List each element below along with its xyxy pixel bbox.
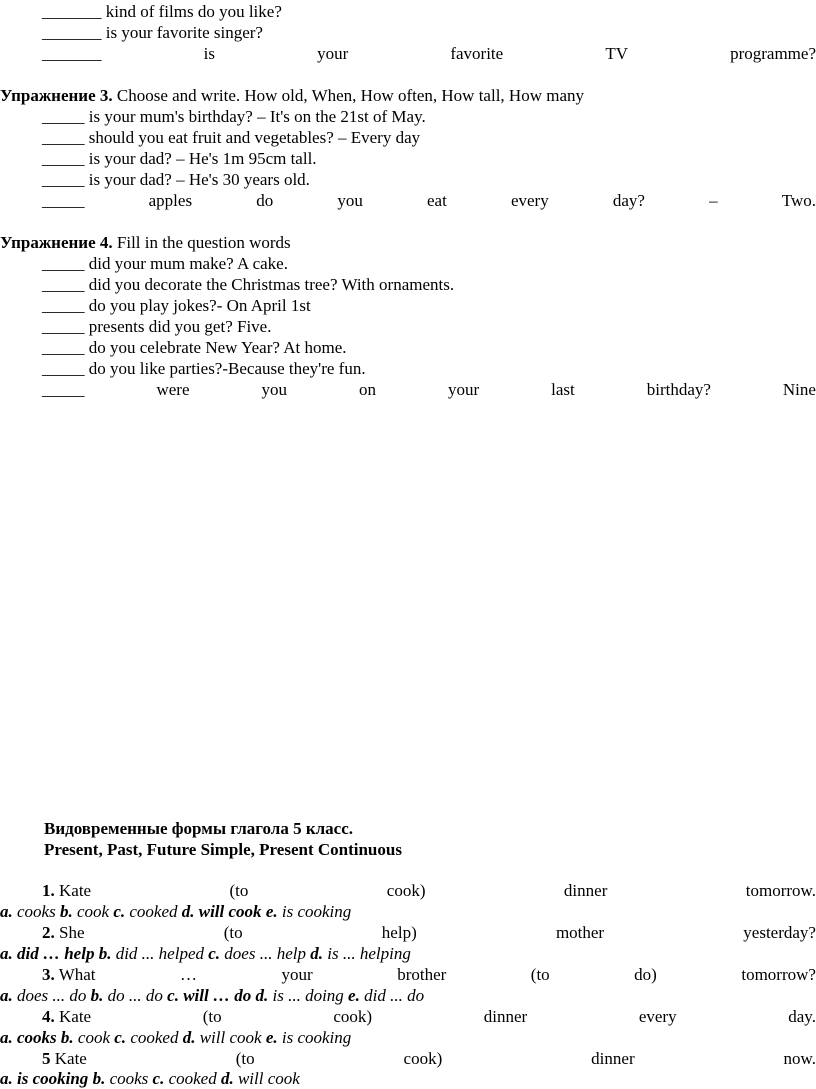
option-text-correct: will cook — [194, 902, 266, 921]
option-letter: b. — [90, 986, 104, 1005]
option-text: cooks — [105, 1069, 153, 1088]
option-letter: d. — [255, 986, 269, 1005]
word: cook) — [403, 1049, 443, 1068]
ex3-instruction: Choose and write. How old, When, How often, How tall, How many — [112, 86, 585, 105]
option-text: cook — [72, 902, 114, 921]
word: now. — [783, 1049, 816, 1068]
word: _____ — [42, 380, 85, 399]
ex4-line-6: _____ do you like parties?-Because they're fun. — [42, 359, 366, 378]
word: yesterday? — [743, 923, 816, 942]
ex4-line-3: _____ do you play jokes?- On April 1st — [42, 296, 311, 315]
word: (to — [235, 1049, 255, 1068]
word: programme? — [730, 44, 816, 63]
word: dinner — [483, 1007, 528, 1026]
word: (to — [202, 1007, 222, 1026]
ex4-line-7 — [42, 379, 816, 400]
word: every — [638, 1007, 677, 1026]
word: help) — [381, 923, 417, 942]
ex3-line-1: _____ is your mum's birthday? – It's on the 21st of May. — [42, 107, 426, 126]
option-letter: c. — [113, 902, 126, 921]
test-subtitle: Present, Past, Future Simple, Present Continuous — [44, 840, 402, 859]
option-text: did ... helped — [111, 944, 209, 963]
word: day. — [788, 1007, 816, 1026]
option-text: does ... help — [220, 944, 311, 963]
word: you — [261, 380, 287, 399]
option-text: is ... doing — [268, 986, 349, 1005]
word: _______ — [42, 44, 102, 63]
option-letter: e. — [265, 902, 278, 921]
ex4-line-1: _____ did your mum make? A cake. — [42, 254, 288, 273]
q2-line — [42, 922, 816, 943]
q1-options — [0, 901, 816, 922]
option-text: is cooking — [277, 1028, 352, 1047]
option-text: will cook — [195, 1028, 266, 1047]
ex3-line-3: _____ is your dad? – He's 1m 95cm tall. — [42, 149, 317, 168]
option-letter: a. — [0, 1028, 13, 1047]
q4-line — [42, 1006, 816, 1027]
option-text: cooked — [125, 902, 182, 921]
q5-line — [42, 1048, 816, 1069]
option-letter: c. — [114, 1028, 127, 1047]
q4-options — [0, 1027, 816, 1048]
ex3-line-4: _____ is your dad? – He's 30 years old. — [42, 170, 310, 189]
option-letter: d. — [181, 902, 195, 921]
word: mother — [555, 923, 605, 942]
option-text: did ... do — [359, 986, 425, 1005]
option-letter: b. — [98, 944, 112, 963]
option-letter: a. — [0, 986, 13, 1005]
word: brother — [397, 965, 447, 984]
ex2-line-2: _______ is your favorite singer? — [42, 23, 263, 42]
q3-options — [0, 985, 816, 1006]
ex4-heading — [0, 232, 816, 253]
word: Kate — [50, 1049, 87, 1068]
option-letter: c. — [167, 986, 179, 1005]
ex4-line-5: _____ do you celebrate New Year? At home. — [42, 338, 347, 357]
word: is — [203, 44, 215, 63]
question-number-and-word — [42, 880, 91, 901]
q3-line — [42, 964, 816, 985]
test-title: Видовременные формы глагола 5 класс. — [44, 819, 354, 838]
ex4-line-4: _____ presents did you get? Five. — [42, 317, 272, 336]
q1-line — [42, 880, 816, 901]
word: dinner — [591, 1049, 635, 1068]
word: your — [317, 44, 349, 63]
word: dinner — [563, 881, 608, 900]
word: cook) — [333, 1007, 373, 1026]
word: Kate — [54, 881, 92, 900]
option-letter: c. — [152, 1069, 165, 1088]
question-number-and-word — [42, 964, 96, 985]
ex4-instruction: Fill in the question words — [112, 233, 291, 252]
word: you — [337, 191, 363, 210]
question-number-and-word — [42, 1006, 91, 1027]
ex4-line-2: _____ did you decorate the Christmas tree? With ornaments. — [42, 275, 455, 294]
word: day? — [612, 191, 645, 210]
ex2-line-1: _______ kind of films do you like? — [42, 2, 282, 21]
word: apples — [148, 191, 193, 210]
word: Two. — [781, 191, 816, 210]
ex3-line-5 — [42, 190, 816, 211]
word: tomorrow. — [745, 881, 816, 900]
option-text: does ... do — [12, 986, 91, 1005]
word: favorite — [450, 44, 504, 63]
word: Kate — [54, 1007, 92, 1026]
word: eat — [427, 191, 447, 210]
word: She — [54, 923, 85, 942]
option-text: is ... helping — [322, 944, 411, 963]
question-number: 1. — [42, 881, 55, 900]
ex3-line-2: _____ should you eat fruit and vegetables? – Every day — [42, 128, 421, 147]
question-number-and-word — [42, 1048, 87, 1069]
q2-options — [0, 943, 816, 964]
option-text-correct: will … do — [178, 986, 256, 1005]
option-text-correct: did … help — [12, 944, 99, 963]
question-number-and-word — [42, 922, 85, 943]
word: birthday? — [646, 380, 711, 399]
ex3-title: Упражнение 3. — [0, 86, 113, 105]
word: do — [256, 191, 274, 210]
word: (to — [229, 881, 249, 900]
option-text: cooks — [12, 902, 60, 921]
ex4-title: Упражнение 4. — [0, 233, 113, 252]
word: _____ — [42, 191, 85, 210]
word: every — [510, 191, 549, 210]
option-letter: e. — [265, 1028, 278, 1047]
option-letter: b. — [59, 902, 73, 921]
option-letter: a. — [0, 944, 13, 963]
option-text: cook — [73, 1028, 115, 1047]
option-letter: b. — [60, 1028, 74, 1047]
word: … — [180, 965, 198, 984]
option-letter: d. — [310, 944, 323, 963]
question-number: 5 — [42, 1049, 51, 1068]
question-number: 4. — [42, 1007, 55, 1026]
option-letter: c. — [208, 944, 221, 963]
word: last — [551, 380, 575, 399]
ex2-line-3 — [42, 43, 816, 64]
word: were — [156, 380, 190, 399]
word: your — [281, 965, 313, 984]
option-text: cooked — [164, 1069, 221, 1088]
option-letter: b. — [92, 1069, 106, 1088]
option-text: cooked — [126, 1028, 183, 1047]
option-letter: d. — [220, 1069, 234, 1088]
option-text: do ... do — [103, 986, 168, 1005]
word: (to — [223, 923, 243, 942]
word: do) — [634, 965, 657, 984]
option-text: is cooking — [277, 902, 352, 921]
word: Nine — [782, 380, 816, 399]
word: cook) — [386, 881, 426, 900]
question-number: 2. — [42, 923, 55, 942]
question-number: 3. — [42, 965, 55, 984]
word: on — [358, 380, 376, 399]
option-letter: d. — [182, 1028, 196, 1047]
word: TV — [605, 44, 628, 63]
word: What — [54, 965, 96, 984]
option-letter: a. — [0, 1069, 13, 1088]
option-text: will cook — [233, 1069, 300, 1088]
word: (to — [530, 965, 550, 984]
option-letter: e. — [348, 986, 360, 1005]
option-text-correct: cooks — [12, 1028, 61, 1047]
word: tomorrow? — [741, 965, 816, 984]
option-text-correct: is cooking — [12, 1069, 93, 1088]
ex3-heading — [0, 85, 816, 106]
q5-options — [0, 1068, 816, 1089]
option-letter: a. — [0, 902, 13, 921]
word: – — [709, 191, 718, 210]
word: your — [447, 380, 480, 399]
